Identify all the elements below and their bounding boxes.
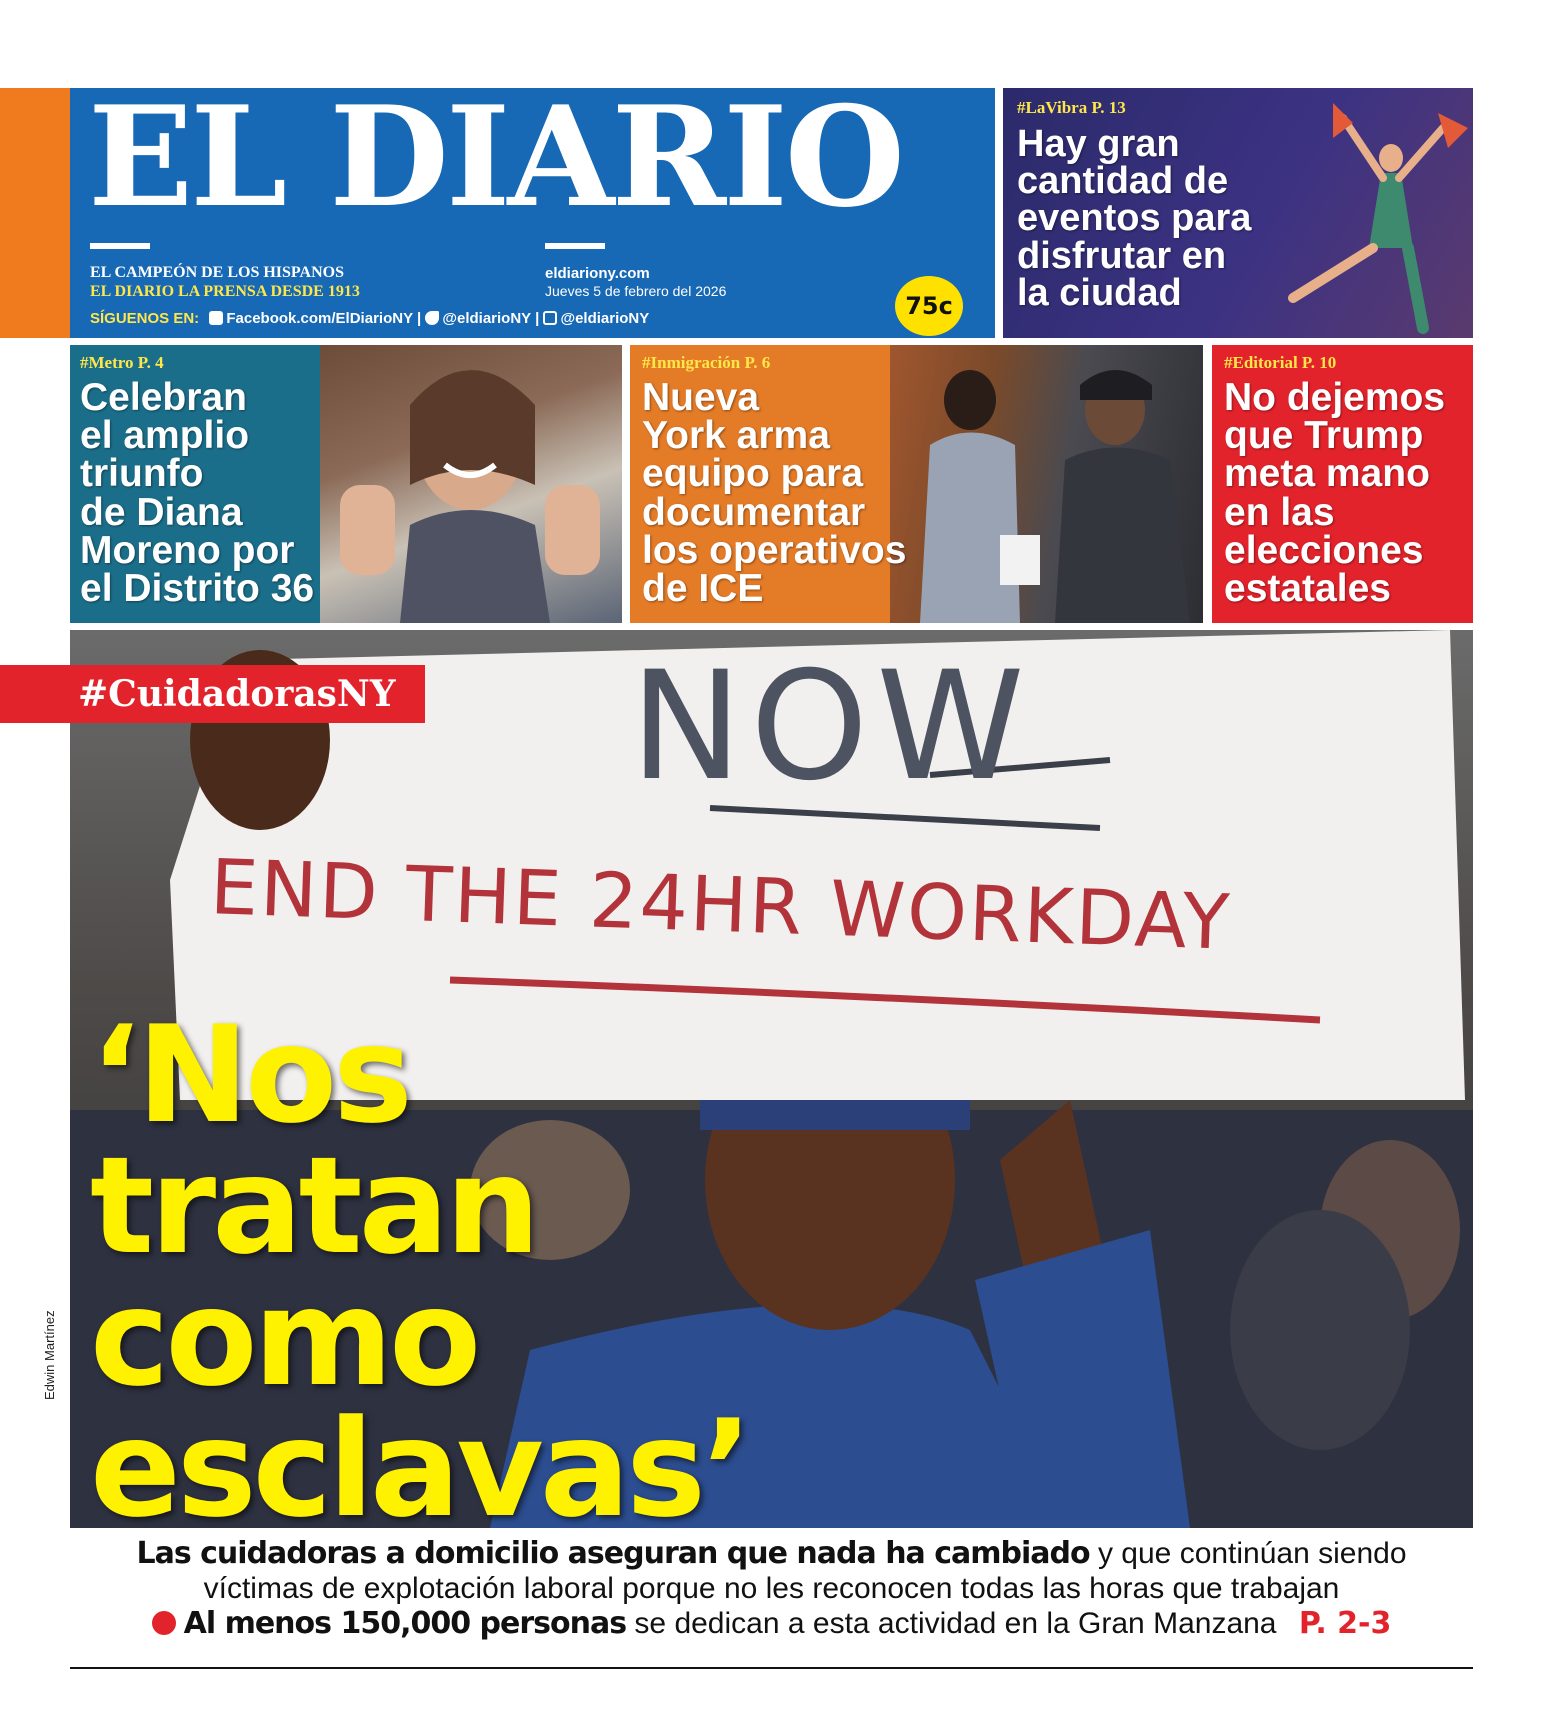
sign-text-bottom: END THE 24HR WORKDAY bbox=[208, 842, 1233, 967]
teaser-headline: Celebran el amplio triunfo de Diana Moreno por el Distrito 36 bbox=[80, 376, 315, 611]
teaser-tag: #Inmigración P. 6 bbox=[642, 353, 771, 372]
teaser-headline: Hay gran cantidad de eventos para disfrutar en la ciudad bbox=[1017, 123, 1252, 314]
teaser-metro[interactable] bbox=[70, 345, 622, 623]
twitter-icon bbox=[425, 311, 439, 325]
teaser-headline: No dejemos que Trump meta mano en las elecciones estatales bbox=[1224, 376, 1446, 611]
sign-text-top: NOW bbox=[630, 640, 1033, 814]
follow-label: SÍGUENOS EN: bbox=[90, 310, 200, 327]
facebook-link[interactable]: Facebook.com/ElDiarioNY bbox=[226, 310, 413, 327]
masthead bbox=[70, 88, 995, 338]
logo-underline-left bbox=[90, 243, 150, 249]
bottom-rule bbox=[70, 1667, 1473, 1669]
teaser-inmigracion[interactable] bbox=[630, 345, 1203, 623]
newspaper-logo: EL DIARIO bbox=[88, 88, 903, 238]
main-headline: ‘Nos tratan como esclavas’ bbox=[90, 997, 749, 1547]
tagline-secondary: EL DIARIO LA PRENSA DESDE 1913 bbox=[90, 283, 360, 300]
social-links: SÍGUENOS EN: Facebook.com/ElDiarioNY | @eldiarioNY | @eldiarioNY bbox=[90, 310, 650, 327]
price-badge: 75c bbox=[895, 276, 963, 336]
teaser-tag: #LaVibra P. 13 bbox=[1017, 98, 1126, 117]
deck-lead: Las cuidadoras a domicilio aseguran que nada ha cambiado bbox=[136, 1536, 1090, 1571]
bullet-icon bbox=[152, 1611, 176, 1635]
photo-credit: Edwin Martínez bbox=[42, 1310, 57, 1400]
teaser-tag: #Editorial P. 10 bbox=[1224, 353, 1337, 372]
masthead-accent-strip bbox=[0, 88, 70, 338]
story-hashtag: #CuidadorasNY bbox=[0, 665, 425, 723]
deck-text: y que continúan siendo bbox=[1097, 1537, 1407, 1570]
teaser-tag: #Metro P. 4 bbox=[80, 353, 164, 372]
facebook-icon bbox=[209, 311, 223, 325]
instagram-icon bbox=[543, 311, 557, 325]
page-reference[interactable]: P. 2-3 bbox=[1298, 1606, 1392, 1642]
ice-agents-photo bbox=[890, 345, 1203, 623]
candidate-photo bbox=[320, 345, 622, 623]
deck-text: víctimas de explotación laboral porque no les reconocen todas las horas que trabajan bbox=[203, 1572, 1340, 1606]
logo-underline-right bbox=[545, 243, 605, 249]
teaser-headline: Nueva York arma equipo para documentar los operativos de ICE bbox=[642, 376, 907, 611]
twitter-link[interactable]: @eldiarioNY bbox=[442, 310, 531, 327]
story-deck bbox=[70, 1536, 1473, 1641]
instagram-link[interactable]: @eldiarioNY bbox=[560, 310, 650, 327]
deck-text: se dedican a esta actividad en la Gran Manzana bbox=[634, 1607, 1277, 1641]
website-url[interactable]: eldiariony.com bbox=[545, 265, 650, 282]
tagline-primary: EL CAMPEÓN DE LOS HISPANOS bbox=[90, 264, 344, 281]
dancer-illustration bbox=[1273, 98, 1473, 338]
teaser-editorial[interactable] bbox=[1212, 345, 1473, 623]
issue-date: Jueves 5 de febrero del 2026 bbox=[545, 283, 727, 299]
deck-stat: Al menos 150,000 personas bbox=[183, 1606, 627, 1642]
teaser-lavibra[interactable] bbox=[1003, 88, 1473, 338]
